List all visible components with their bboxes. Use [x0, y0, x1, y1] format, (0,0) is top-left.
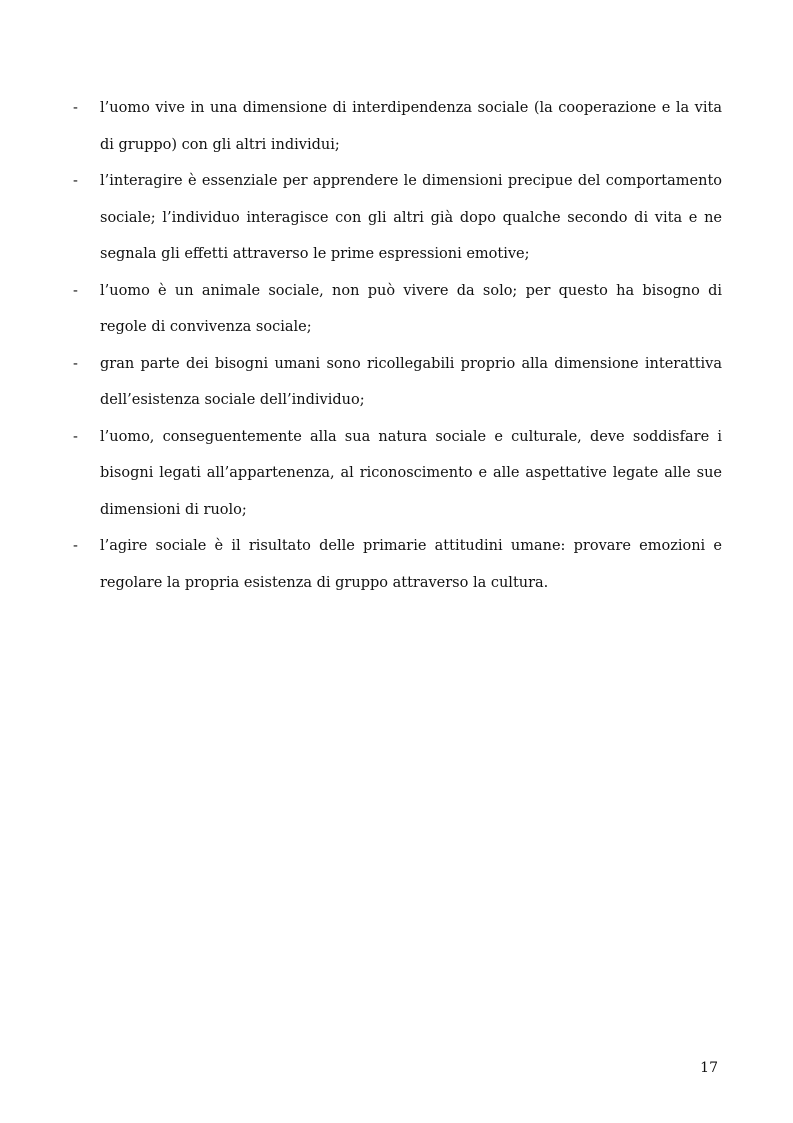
- bullet-dash: -: [73, 282, 78, 299]
- list-item-text: l’agire sociale è il risultato delle primarie attitudini umane: provare emozioni e regolare la propria esistenza di gruppo attraverso la cultura.: [100, 538, 722, 591]
- list-item-text: l’interagire è essenziale per apprendere le dimensioni precipue del comportamento sociale; l’individuo interagisce con gli altri già dopo qualche secondo di vita e ne segnala gli effetti attraverso le prime espressioni emotive;: [100, 173, 722, 262]
- bullet-dash: -: [73, 538, 78, 554]
- bullet-dash: -: [73, 173, 78, 189]
- bullet-dash: -: [73, 100, 78, 116]
- list-item-text: l’uomo, conseguentemente alla sua natura sociale e culturale, deve soddisfare i bisogni legati all’appartenenza, al riconoscimento e alle aspettative legate alle sue dimensioni di ruolo;: [100, 428, 722, 518]
- bullet-list: [62, 90, 722, 601]
- list-item: [62, 273, 722, 346]
- list-item: [62, 346, 722, 419]
- list-item-text: l’uomo è un animale sociale, non può vivere da solo; per questo ha bisogno di regole di convivenza sociale;: [100, 282, 722, 335]
- list-item: [62, 90, 722, 163]
- bullet-dash: -: [73, 355, 78, 372]
- list-item-text: gran parte dei bisogni umani sono ricollegabili proprio alla dimensione interattiva dell’esistenza sociale dell’individuo;: [100, 355, 722, 408]
- list-item: [62, 163, 722, 273]
- bullet-dash: -: [73, 428, 78, 445]
- page-number: 17: [700, 1060, 718, 1076]
- list-item: [62, 419, 722, 529]
- list-item: [62, 528, 722, 601]
- list-item-text: l’uomo vive in una dimensione di interdipendenza sociale (la cooperazione e la vita di gruppo) con gli altri individui;: [100, 100, 722, 153]
